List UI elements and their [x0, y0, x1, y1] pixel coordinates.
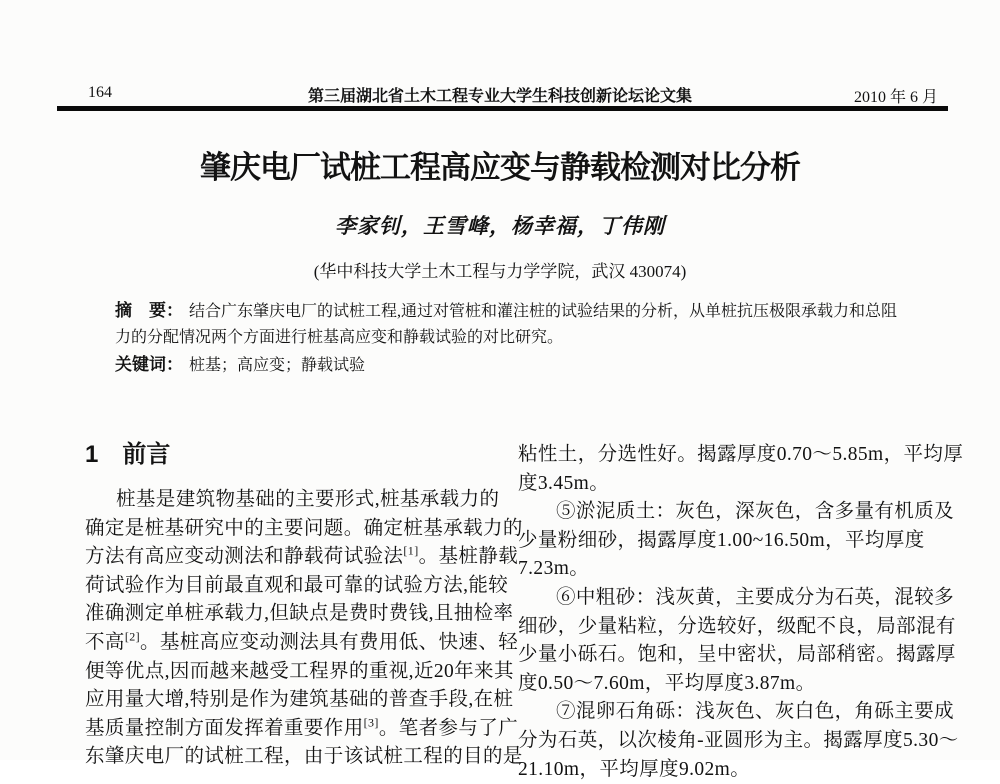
paper-title: 肇庆电厂试桩工程高应变与静载检测对比分析: [200, 150, 800, 185]
affiliation-line: (华中科技大学土木工程与力学学院，武汉 430074): [313, 262, 687, 281]
text-line: 分为石英，以次棱角-亚圆形为主。揭露厚度5.30～: [518, 729, 959, 751]
keywords-text: 桩基；高应变；静载试验: [189, 357, 366, 374]
section-1-heading: 1 前言: [85, 441, 171, 468]
text-line: 准确测定单桩承载力,但缺点是费时费钱,且抽检率: [85, 603, 514, 625]
abstract-line-2: 力的分配情况两个方面进行桩基高应变和静载试验的对比研究。: [115, 329, 564, 346]
abstract-label: 摘 要：: [115, 301, 183, 320]
text-line: 基质量控制方面发挥着重要作用[3]。笔者参与了广: [85, 715, 519, 739]
keywords-label: 关键词：: [115, 355, 183, 374]
keywords-line: [115, 351, 895, 378]
proceedings-title: 第三届湖北省土木工程专业大学生科技创新论坛论文集: [307, 88, 692, 105]
abstract-block: [115, 297, 898, 378]
left-column-text: [85, 486, 523, 772]
text-line: 不高[2]。基桩高应变动测法具有费用低、快速、轻: [85, 629, 519, 653]
text-line: 细砂，少量粘粒，分选较好，级配不良，局部混有: [518, 615, 956, 637]
text-line: 便等优点,因而越来越受工程界的重视,近20年来其: [85, 660, 514, 682]
text-line: 桩基是建筑物基础的主要形式,桩基承载力的: [116, 489, 500, 510]
text-line: 粘性土，分选性好。揭露厚度0.70～5.85m，平均厚: [518, 444, 964, 465]
text-line: 21.10m，平均厚度9.02m。: [518, 758, 751, 780]
text-line: 应用量大增,特别是作为建筑基础的普查手段,在桩: [85, 689, 514, 711]
text-line: 7.23m。: [518, 558, 590, 580]
abstract-text-1: 结合广东肇庆电厂的试桩工程,通过对管桩和灌注桩的试验结果的分析，从单桩抗压极限承载力和总阻: [189, 303, 898, 320]
page-number: 164: [88, 84, 112, 101]
text-line: 度3.45m。: [518, 472, 610, 494]
authors-line: 李家钊，王雪峰，杨幸福，丁伟刚: [335, 214, 665, 238]
text-line: ⑦混卵石角砾：浅灰色、灰白色，角砾主要成: [556, 701, 955, 723]
text-line: 度0.50～7.60m，平均厚度3.87m。: [518, 672, 816, 694]
text-line: 东肇庆电厂的试桩工程，由于该试桩工程的目的是: [85, 746, 523, 768]
text-line: 方法有高应变动测法和静载荷试验法[1]。基桩静载: [85, 543, 519, 568]
text-line: ⑥中粗砂：浅灰黄，主要成分为石英，混较多: [556, 586, 955, 608]
text-line: 确定是桩基研究中的主要问题。确定桩基承载力的: [85, 517, 523, 539]
text-line: 少量粉细砂，揭露厚度1.00~16.50m，平均厚度: [518, 529, 925, 551]
abstract-line-1: [115, 297, 898, 324]
text-line: 少量小砾石。饱和，呈中密状，局部稍密。揭露厚: [518, 644, 956, 666]
right-column-text: [518, 441, 964, 784]
text-line: 荷试验作为目前最直观和最可靠的试验方法,能较: [85, 574, 509, 596]
text-line: ⑤淤泥质土：灰色，深灰色，含多量有机质及: [556, 501, 955, 523]
issue-date: 2010 年 6 月: [853, 89, 938, 106]
header-rule: [57, 106, 948, 111]
